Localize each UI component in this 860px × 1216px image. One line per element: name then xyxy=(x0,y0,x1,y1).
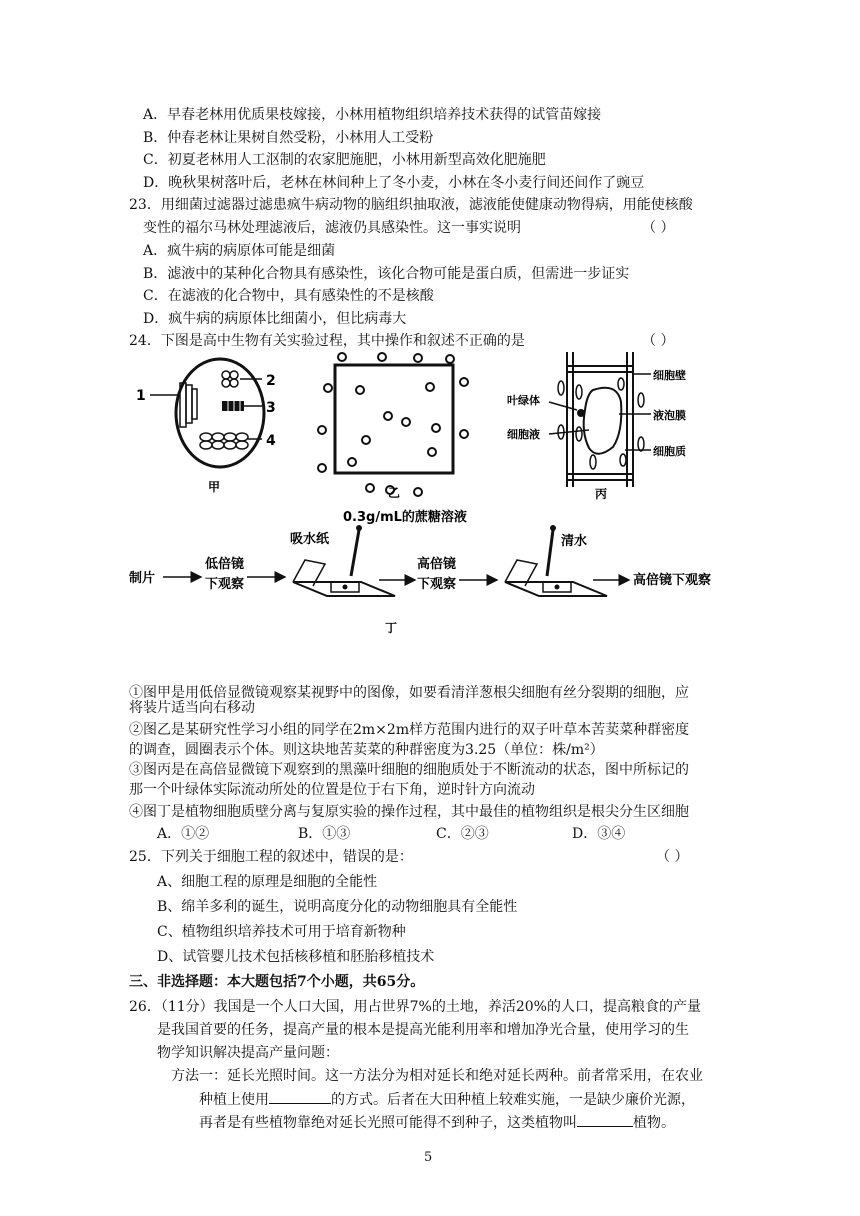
q24-statement-3: ③图丙是在高倍显微镜下观察到的黑藻叶细胞的细胞质处于不断流动的状态，图中所标记的 xyxy=(129,762,689,778)
q26-line3: 物学知识解决提高产量问题： xyxy=(157,1045,339,1061)
q26-line6-part-b: 植物。 xyxy=(633,1115,675,1131)
q24-option-c: C．②③ xyxy=(436,826,489,842)
q26-line6 xyxy=(199,1112,675,1133)
ding-caption: 丁 xyxy=(385,621,398,635)
q22-option-a: A．早春老林用优质果枝嫁接，小林用植物组织培养技术获得的试管苗嫁接 xyxy=(143,107,602,123)
section-3-heading: 三、非选择题：本大题包括7个小题，共65分。 xyxy=(129,974,425,990)
ding-blotting-paper-label: 吸水纸 xyxy=(290,532,330,547)
q22-option-d: D．晚秋果树落叶后，老林在林间种上了冬小麦，小林在冬小麦行间还间作了豌豆 xyxy=(143,175,645,191)
bing-label-tonoplast: 液泡膜 xyxy=(653,409,686,422)
ding-step-low-power: 低倍镜 xyxy=(205,557,245,572)
q24-statement-2: ②图乙是某研究性学习小组的同学在2m×2m样方范围内进行的双子叶草本苦荬菜种群密度 xyxy=(129,722,690,738)
q24-option-d: D．③④ xyxy=(572,826,626,842)
ding-step-high-power: 高倍镜 xyxy=(417,557,457,572)
q24-answer-paren: （ ） xyxy=(642,333,675,349)
q26-blank-2[interactable] xyxy=(577,1112,633,1127)
ding-step-observe-1: 下观察 xyxy=(205,577,245,592)
bing-label-chloroplast: 叶绿体 xyxy=(507,394,540,407)
ding-slide-2 xyxy=(505,525,607,596)
bing-label-cell-sap: 细胞液 xyxy=(507,428,540,441)
q23-option-a: A．疯牛病的病原体可能是细菌 xyxy=(143,243,336,259)
q26-line2: 是我国首要的任务，提高产量的根本是提高光能利用率和增加净光合量，使用学习的生 xyxy=(157,1022,689,1038)
jia-label-2: 2 xyxy=(266,373,276,389)
page-number: 5 xyxy=(424,1150,433,1165)
q24-statement-4: ④图丁是植物细胞质壁分离与复原实验的操作过程，其中最佳的植物组织是根尖分生区细胞 xyxy=(129,804,689,820)
bing-label-cytoplasm: 细胞质 xyxy=(653,445,686,458)
q23-stem-line2: 变性的福尔马林处理滤液后，滤液仍具感染性。这一事实说明 xyxy=(143,220,521,236)
q23-stem-line1: 23．用细菌过滤器过滤患疯牛病动物的脑组织抽取液，滤液能使健康动物得病，用能使核酸 xyxy=(129,197,693,213)
ding-step-prepare: 制片 xyxy=(129,571,156,586)
q23-answer-paren: （ ） xyxy=(642,220,675,236)
q22-option-c: C．初夏老林用人工沤制的农家肥施肥，小林用新型高效化肥施肥 xyxy=(143,152,546,168)
bing-caption: 丙 xyxy=(595,487,608,501)
q24-statement-2-cont: 的调查，圆圈表示个体。则这块地苦荬菜的种群密度为3.25（单位：株/m²） xyxy=(129,742,604,758)
figure-yi xyxy=(310,350,490,500)
jia-label-4: 4 xyxy=(266,433,276,449)
q24-statement-1-cont: 将装片适当向右移动 xyxy=(129,700,255,716)
q25-answer-paren: （ ） xyxy=(656,849,689,865)
q23-option-b: B．滤液中的某种化合物具有感染性，该化合物可能是蛋白质，但需进一步证实 xyxy=(143,266,630,282)
q26-line5-part-b: 的方式。后者在大田种植上较难实施，一是缺少廉价光源， xyxy=(331,1092,695,1108)
q26-blank-1[interactable] xyxy=(269,1089,331,1104)
q24-statement-1: ①图甲是用低倍显微镜观察某视野中的图像，如要看清洋葱根尖细胞有丝分裂期的细胞，应 xyxy=(129,685,689,701)
q26-line5-part-a: 种植上使用 xyxy=(199,1092,269,1108)
figure-ding xyxy=(125,500,755,640)
q26-line5 xyxy=(199,1089,695,1110)
jia-label-3: 3 xyxy=(266,400,276,416)
q25-stem: 25．下列关于细胞工程的叙述中，错误的是： xyxy=(129,849,413,865)
q23-option-d: D．疯牛病的病原体比细菌小，但比病毒大 xyxy=(143,311,407,327)
q23-option-c: C．在滤液的化合物中，具有感染性的不是核酸 xyxy=(143,288,434,304)
ding-water-label: 清水 xyxy=(561,534,588,549)
q24-option-a: A．①② xyxy=(157,826,210,842)
q25-option-a: A、细胞工程的原理是细胞的全能性 xyxy=(157,874,378,890)
jia-label-1: 1 xyxy=(136,388,146,404)
figure-bing xyxy=(505,352,700,502)
q26-line6-part-a: 再者是有些植物靠绝对延长光照可能得不到种子，这类植物叫 xyxy=(199,1115,577,1131)
q26-line1: 26．（11分）我国是一个人口大国，用占世界7%的土地，养活20%的人口，提高粮食的产量 xyxy=(129,999,701,1015)
ding-step-final: 高倍镜下观察 xyxy=(633,573,712,588)
yi-caption: 乙 xyxy=(388,486,401,500)
q22-option-b: B．仲春老林让果树自然受粉，小林用人工受粉 xyxy=(143,130,434,146)
yi-individuals xyxy=(318,353,468,496)
q24-option-b: B．①③ xyxy=(298,826,351,842)
q25-option-d: D、试管婴儿技术包括核移植和胚胎移植技术 xyxy=(157,949,435,965)
bing-label-cell-wall: 细胞壁 xyxy=(653,369,686,382)
q25-option-c: C、植物组织培养技术可用于培育新物种 xyxy=(157,924,406,940)
q26-line4: 方法一：延长光照时间。这一方法分为相对延长和绝对延长两种。前者常采用，在农业 xyxy=(171,1068,703,1084)
jia-caption: 甲 xyxy=(208,480,221,494)
q24-statement-3-cont: 那一个叶绿体实际流动所处的位置是位于右下角，逆时针方向流动 xyxy=(129,782,535,798)
q24-stem: 24．下图是高中生物有关实验过程，其中操作和叙述不正确的是 xyxy=(129,333,525,349)
figure-jia xyxy=(130,355,300,495)
q25-option-b: B、绵羊多利的诞生，说明高度分化的动物细胞具有全能性 xyxy=(157,899,518,915)
ding-solution-label: 0.3g/mL的蔗糖溶液 xyxy=(343,510,467,525)
ding-step-observe-2: 下观察 xyxy=(417,577,457,592)
